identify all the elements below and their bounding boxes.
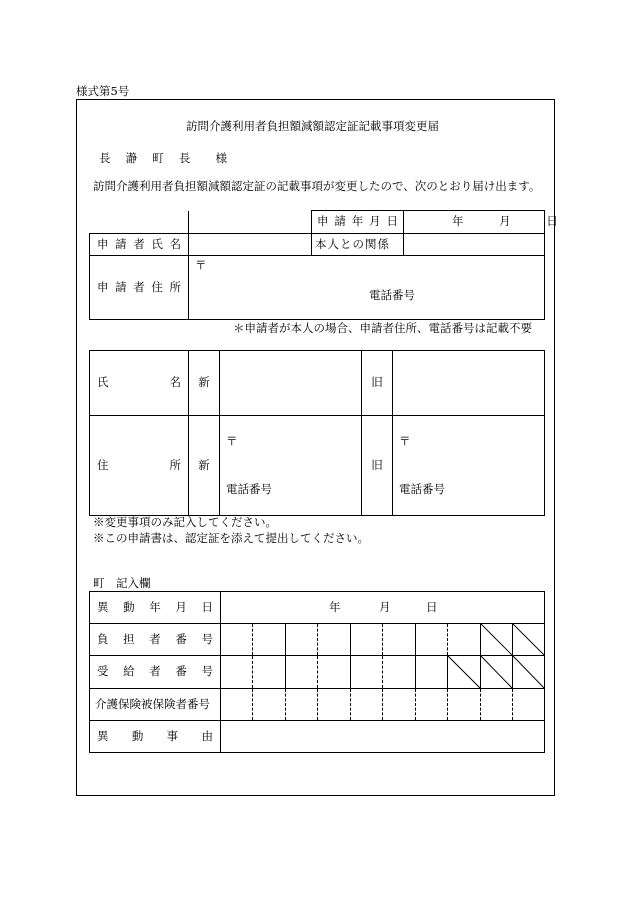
digit-cell[interactable] [253,624,286,656]
digit-cell[interactable] [481,689,513,721]
burden-number-label: 負 担 者 番 号 [90,624,221,656]
insured-number-row [90,689,545,721]
digit-cell[interactable] [351,689,383,721]
postal-mark: 〒 [226,434,238,448]
digit-cell[interactable] [221,689,253,721]
recipient-number-label: 受 給 者 番 号 [90,656,221,689]
old-name-field[interactable] [393,351,545,416]
phone-label: 電話番号 [226,482,272,496]
relation-label: 本人との関係 [312,234,404,256]
change-note-1: ※変更事項のみ記入してください。 [93,515,277,529]
change-table [89,350,545,516]
address-label: 住 所 [90,416,189,516]
applicant-name-label: 申 請 者 氏 名 [90,234,189,256]
digit-cell[interactable] [513,689,545,721]
applicant-address-field[interactable] [189,256,545,320]
digit-cell[interactable] [253,689,286,721]
digit-cell[interactable] [286,689,318,721]
struck-cell [448,656,481,689]
applicant-name-field[interactable] [189,234,312,256]
town-heading: 町 記入欄 [93,576,151,590]
burden-number-row [90,624,545,656]
old-label: 旧 [362,351,393,416]
old-address-field[interactable] [393,416,545,516]
change-reason-field[interactable] [221,721,545,753]
digit-cell[interactable] [416,624,448,656]
digit-cell[interactable] [383,624,416,656]
applicant-table [89,210,558,320]
digit-cell[interactable] [448,689,481,721]
digit-cell[interactable] [253,656,286,689]
postal-mark: 〒 [195,258,207,272]
addressee: 長 瀞 町 長 様 [99,151,227,165]
postal-mark: 〒 [399,434,411,448]
relation-field[interactable] [404,234,545,256]
form-number: 様式第5号 [76,84,130,98]
phone-label: 電話番号 [369,288,415,302]
digit-cell[interactable] [416,656,448,689]
digit-cell[interactable] [318,689,351,721]
change-date-label: 異 動 年 月 日 [90,592,221,624]
digit-cell[interactable] [416,689,448,721]
struck-cell [481,656,513,689]
digit-cell[interactable] [383,689,416,721]
digit-cell[interactable] [286,624,318,656]
digit-cell[interactable] [221,656,253,689]
new-name-field[interactable] [220,351,362,416]
digit-cell[interactable] [221,624,253,656]
applicant-note: ＊申請者が本人の場合、申請者住所、電話番号は記載不要 [233,321,532,335]
struck-cell [513,656,545,689]
town-table [89,591,545,753]
new-label: 新 [189,351,220,416]
digit-cell[interactable] [318,656,351,689]
applicant-address-label: 申 請 者 住 所 [90,256,189,320]
recipient-number-row [90,656,545,689]
application-date-field[interactable]: 年 月 日 [404,211,545,234]
digit-cell[interactable] [351,624,383,656]
digit-cell[interactable] [448,624,481,656]
struck-cell [513,624,545,656]
insured-number-label: 介護保険被保険者番号 [90,689,221,721]
name-label: 氏 名 [90,351,189,416]
change-date-field[interactable]: 年 月 日 [221,592,545,624]
digit-cell[interactable] [286,656,318,689]
new-address-field[interactable] [220,416,362,516]
change-reason-label: 異 動 事 由 [90,721,221,753]
intro-text: 訪問介護利用者負担額減額認定証の記載事項が変更したので、次のとおり届け出ます。 [93,179,541,193]
struck-cell [481,624,513,656]
phone-label: 電話番号 [399,482,445,496]
digit-cell[interactable] [351,656,383,689]
digit-cell[interactable] [318,624,351,656]
new-label: 新 [189,416,220,516]
digit-cell[interactable] [383,656,416,689]
application-date-label: 申 請 年 月 日 [312,211,404,234]
change-note-2: ※この申請書は、認定証を添えて提出してください。 [93,531,369,545]
old-label: 旧 [362,416,393,516]
form-title: 訪問介護利用者負担額減額認定証記載事項変更届 [186,119,439,133]
